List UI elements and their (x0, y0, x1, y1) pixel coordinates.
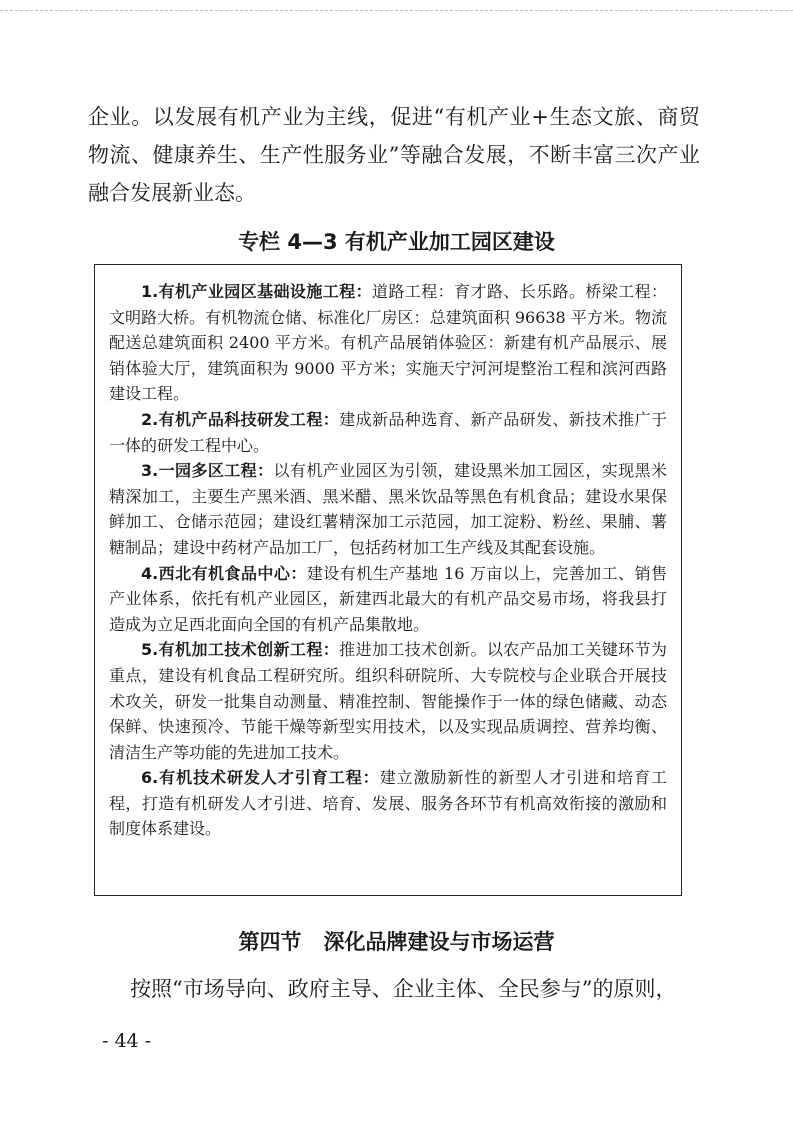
box-item-text: 道路工程：育才路、长乐路。桥梁工程：文明路大桥。有机物流仓储、标准化厂房区：总建筑面积 96638 平方米。物流配送总建筑面积 2400 平方米。有机产品展销体验区：新建有机产品展示、展销体验大厅，建筑面积为 9000 平方米；实施天宁河河堤整治工程和滨河西路建设工程。 (109, 282, 667, 404)
page-number: - 44 - (102, 1030, 152, 1052)
box-item-lead: 1.有机产业园区基础设施工程： (141, 282, 372, 301)
box-item-2 (109, 407, 667, 458)
box-item-text: 建设有机生产基地 16 万亩以上，完善加工、销售产业体系，依托有机产业园区，新建西北最大的有机产品交易市场，将我县打造成为立足西北面向全国的有机产品集散地。 (109, 563, 667, 634)
box-item-text: 以有机产业园区为引领，建设黑米加工园区，实现黑米精深加工，主要生产黑米酒、黑米醋、黑米饮品等黑色有机食品；建设水果保鲜加工、仓储示范园；建设红薯精深加工示范园，加工淀粉、粉丝、果脯、薯糖制品；建设中药材产品加工厂，包括药材加工生产线及其配套设施。 (109, 461, 667, 557)
feature-box (94, 264, 682, 896)
box-item-text: 推进加工技术创新。以农产品加工关键环节为重点，建设有机食品工程研究所。组织科研院所、大专院校与企业联合开展技术攻关，研发一批集自动测量、精准控制、智能操作于一体的绿色储藏、动态保鲜、快速预冷、节能干燥等新型实用技术，以及实现品质调控、营养均衡、清洁生产等功能的先进加工技术。 (109, 640, 667, 762)
section-heading: 第四节 深化品牌建设与市场运营 (238, 930, 555, 954)
box-item-lead: 4.西北有机食品中心： (141, 563, 307, 583)
box-title: 专栏 4—3 有机产业加工园区建设 (238, 230, 555, 254)
box-item-text: 建成新品种选育、新产品研发、新技术推广于一体的研发工程中心。 (109, 409, 667, 455)
intro-paragraph: 企业。以发展有机产业为主线，促进“有机产业+生态文旅、商贸物流、健康养生、生产性服务业”等融合发展，不断丰富三次产业融合发展新业态。 (88, 105, 700, 205)
box-item-lead: 5.有机加工技术创新工程： (141, 640, 340, 660)
box-item-lead: 2.有机产品科技研发工程： (141, 409, 340, 429)
box-item-lead: 3.一园多区工程： (141, 461, 274, 481)
top-dashed-rule (0, 10, 793, 11)
box-item-lead: 6.有机技术研发人才引育工程： (141, 768, 380, 788)
tail-paragraph: 按照“市场导向、政府主导、企业主体、全民参与”的原则， (130, 977, 677, 1001)
box-item-3 (109, 458, 667, 560)
box-item-text: 建立激励新性的新型人才引进和培育工程，打造有机研发人才引进、培育、发展、服务各环节有机高效衔接的激励和制度体系建设。 (109, 768, 667, 839)
box-item-4 (109, 561, 667, 638)
box-item-5 (109, 637, 667, 765)
box-item-6 (109, 765, 667, 842)
box-item-1 (109, 279, 667, 407)
